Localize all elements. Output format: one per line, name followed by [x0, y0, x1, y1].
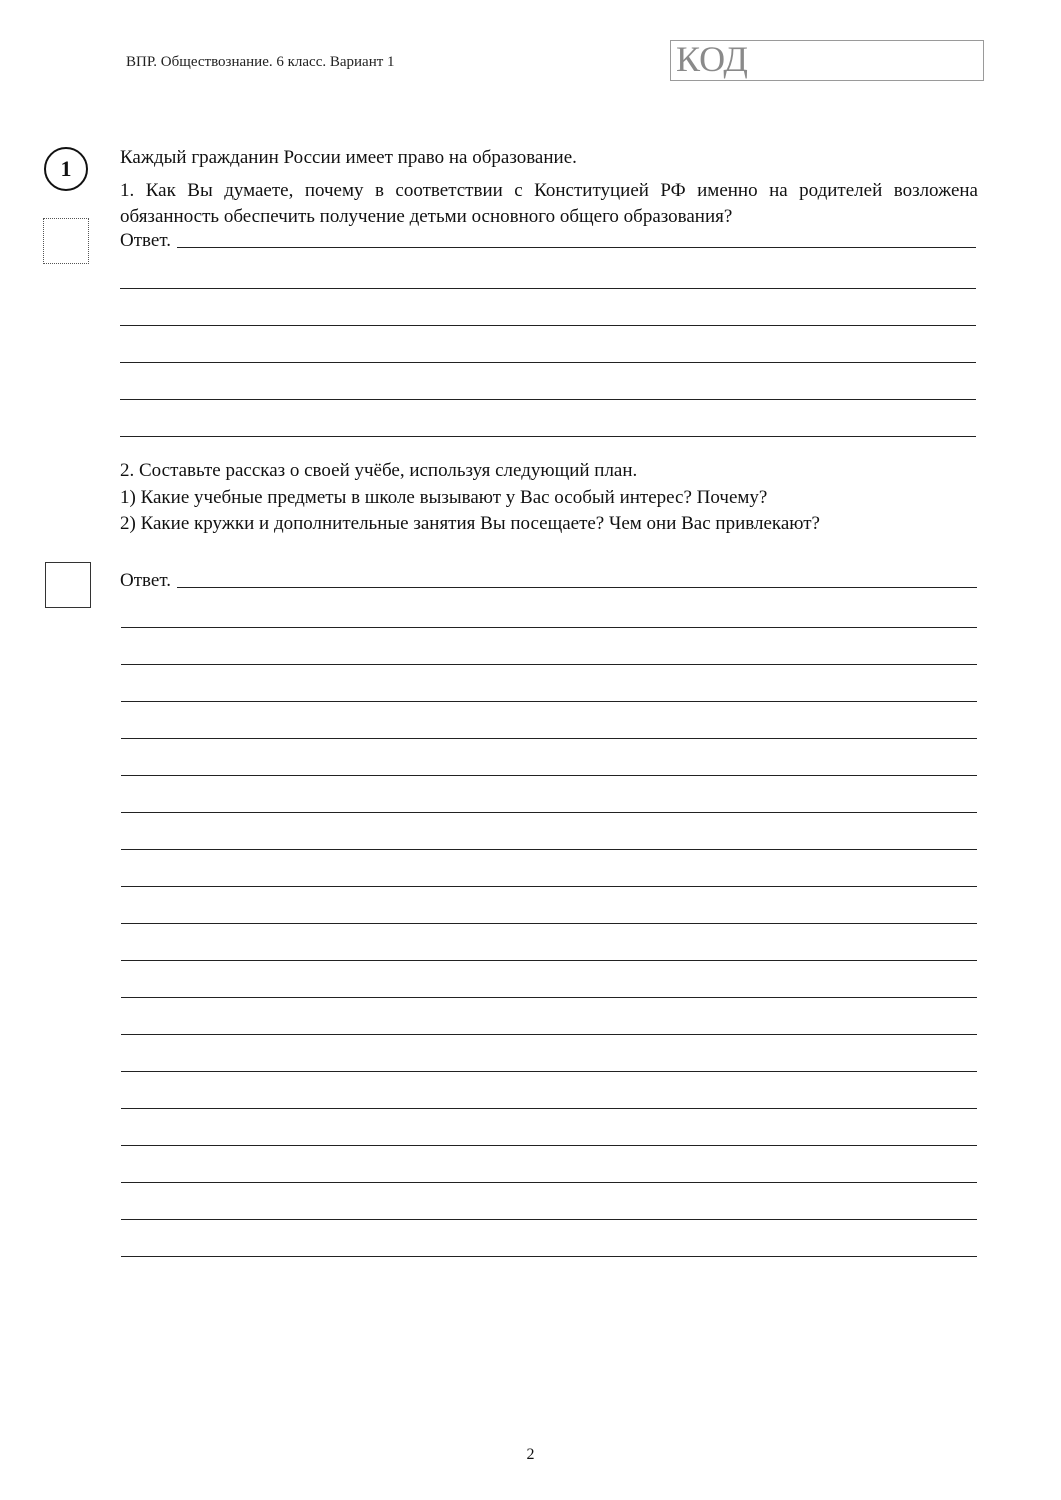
answer-line[interactable] [121, 664, 977, 665]
answer-line[interactable] [121, 997, 977, 998]
question-2-plan-item: 2) Какие кружки и дополнительные занятия Вы посещаете? Чем они Вас привлекают? [120, 513, 820, 534]
answer-1-first-line[interactable] [120, 230, 976, 252]
answer-2-label: Ответ. [120, 570, 171, 591]
answer-line[interactable] [120, 399, 976, 400]
answer-line[interactable] [121, 1219, 977, 1220]
code-label: КОД [676, 39, 748, 79]
answer-line[interactable] [177, 246, 976, 248]
answer-line[interactable] [121, 1108, 977, 1109]
answer-line[interactable] [121, 775, 977, 776]
answer-line[interactable] [120, 362, 976, 363]
answer-line[interactable] [121, 1034, 977, 1035]
score-box-question-1[interactable] [43, 218, 89, 264]
answer-line[interactable] [121, 849, 977, 850]
answer-1-label: Ответ. [120, 230, 171, 251]
answer-line[interactable] [121, 960, 977, 961]
score-box-question-2[interactable] [45, 562, 91, 608]
answer-line[interactable] [120, 288, 976, 289]
question-1-text: 1. Как Вы думаете, почему в соответствии с Конституцией РФ именно на родителей возложена обязанность обеспечить получение детьми основного общего образования? [120, 180, 978, 227]
answer-line[interactable] [121, 1182, 977, 1183]
answer-line[interactable] [121, 1071, 977, 1072]
task-intro: Каждый гражданин России имеет право на образование. [120, 147, 577, 168]
answer-line[interactable] [177, 586, 977, 588]
answer-line[interactable] [120, 325, 976, 326]
answer-line[interactable] [121, 812, 977, 813]
code-field[interactable] [670, 40, 984, 81]
answer-line[interactable] [121, 1145, 977, 1146]
answer-line[interactable] [121, 701, 977, 702]
answer-line[interactable] [121, 923, 977, 924]
task-number: 1 [60, 156, 72, 181]
task-number-badge [44, 147, 88, 191]
question-2-plan-item: 1) Какие учебные предметы в школе вызывают у Вас особый интерес? Почему? [120, 487, 768, 508]
answer-2-first-line[interactable] [120, 570, 977, 592]
answer-line[interactable] [121, 886, 977, 887]
answer-line[interactable] [121, 1256, 977, 1257]
page-number: 2 [526, 1446, 535, 1463]
answer-line[interactable] [120, 436, 976, 437]
header-title: ВПР. Обществознание. 6 класс. Вариант 1 [126, 54, 395, 70]
answer-line[interactable] [121, 627, 977, 628]
answer-line[interactable] [121, 738, 977, 739]
question-2-title: 2. Составьте рассказ о своей учёбе, используя следующий план. [120, 460, 638, 481]
